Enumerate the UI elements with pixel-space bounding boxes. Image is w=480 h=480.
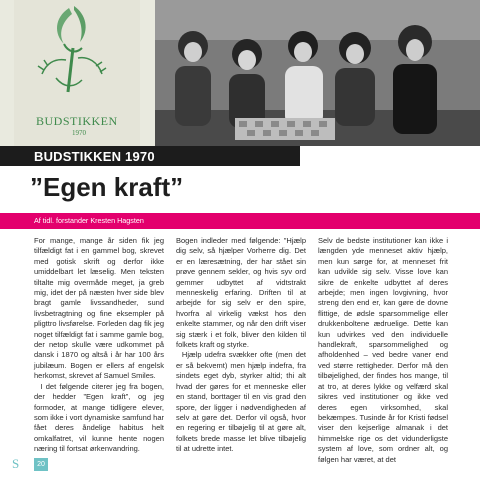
paragraph: Bogen indleder med følgende: ”Hjælp dig selv, så hjælper Vorherre dig. Det er en læresætning, der har stået sin prøve gennem sekler, og hvis syv ord gemmer udbyttet af vidtstrakt menneskelig erfaring. Driften til at arbejde for sig selv er den spire, hvorfra al virkelig vækst hos den enkelte stammer, og når den drift viser sig stærk i et folk, bliver den kilden til folkets kraft og styrke. — [176, 236, 306, 350]
column-3-text — [318, 236, 448, 465]
paragraph: I det følgende citerer jeg fra bogen, der hedder ”Egen kraft”, og jeg formoder, at mange tidligere elever, som ikke i vort dynamiske samfund har fået deres åndelige habitus helt omkalfatret, vil kunne hente nogen næring til fortsat ørkenvandring. — [34, 381, 164, 454]
article-column-1 — [34, 236, 164, 455]
cover-year: 1970 — [72, 129, 86, 137]
paragraph: Hjælp udefra svækker ofte (men det er så bekvemt) men hjælp indefra, fra sindets eget dyb, styrker altid; thi alt hvad der gøres for et menneske eller en stand, borttager til en vis grad den spore, der ligger i nødvendigheden af selv at gøre det. Derfor vil også, hvor en regering er tilbøjelig til at gøre alt, folkets brede masse let blive tilbøjelig til at udrette intet. — [176, 350, 306, 454]
group-photo — [155, 0, 480, 146]
photo-illustration — [155, 0, 480, 146]
budstikken-cover-image — [14, 0, 140, 146]
cover-title: BUDSTIKKEN — [36, 114, 118, 128]
article-column-3 — [318, 236, 448, 465]
page-number: 20 — [34, 458, 48, 471]
section-title: BUDSTIKKEN 1970 — [34, 149, 155, 164]
paragraph: Selv de bedste institutioner kan ikke i længden yde menneset aktiv hjælp, men kun sørge for, at menneset frit kan udvikle sig selv. Visse love kan sikre de enkelte udbyttet af deres arbejde; men ingen lovgivning, hvor streng den end er, kan gøre de dovne flittige, de ødsle sparsommelige eller drukkenboltene ædruelige. Dette kan kun udvirkes ved den individuelle handlekraft, sparsommelighed og afholdenhed – ved bedre vaner end ved større rettigheder. Derfor må den tilbøjelighed, der findes hos mange, til at tro, at deres lykke og velfærd skal sikres ved institutioner og ikke ved deres egen virksomhed, skal bekæmpes. Tusinde år for Kristi fødsel viser den kejserlige almanak i det himmelske rige os det vidunderligste system af love, som ordner alt, og følgen har været, at det — [318, 236, 448, 464]
footer-brand-mark: S — [12, 456, 20, 471]
column-2-text — [176, 236, 306, 455]
column-1-text — [34, 236, 164, 455]
article-column-2 — [176, 236, 306, 455]
paragraph: For mange, mange år siden fik jeg tilfældigt fat i en gammel bog, skrevet med gotisk skrift og derfor ikke umiddelbart let læselig. Men teksten tiltalte mig overmåde meget, ja greb mig, idet der på næsten hver side blev bragt gamle livssandheder, sund livsbetragtning og fine eksempler på pligttro livsførelse. Forleden dag fik jeg noget tilfældigt fat i samme gamle bog, der netop skulle være udkommet på dansk i 1870 og altså i år har 100 års jubilæum. Bogen er ellers af engelsk herkomst, skrevet af Samuel Smiles. — [34, 236, 164, 381]
article-byline: Af tidl. forstander Kresten Hagsten — [34, 216, 144, 225]
hero-image-strip — [0, 0, 480, 146]
article-headline: ”Egen kraft” — [30, 172, 184, 202]
